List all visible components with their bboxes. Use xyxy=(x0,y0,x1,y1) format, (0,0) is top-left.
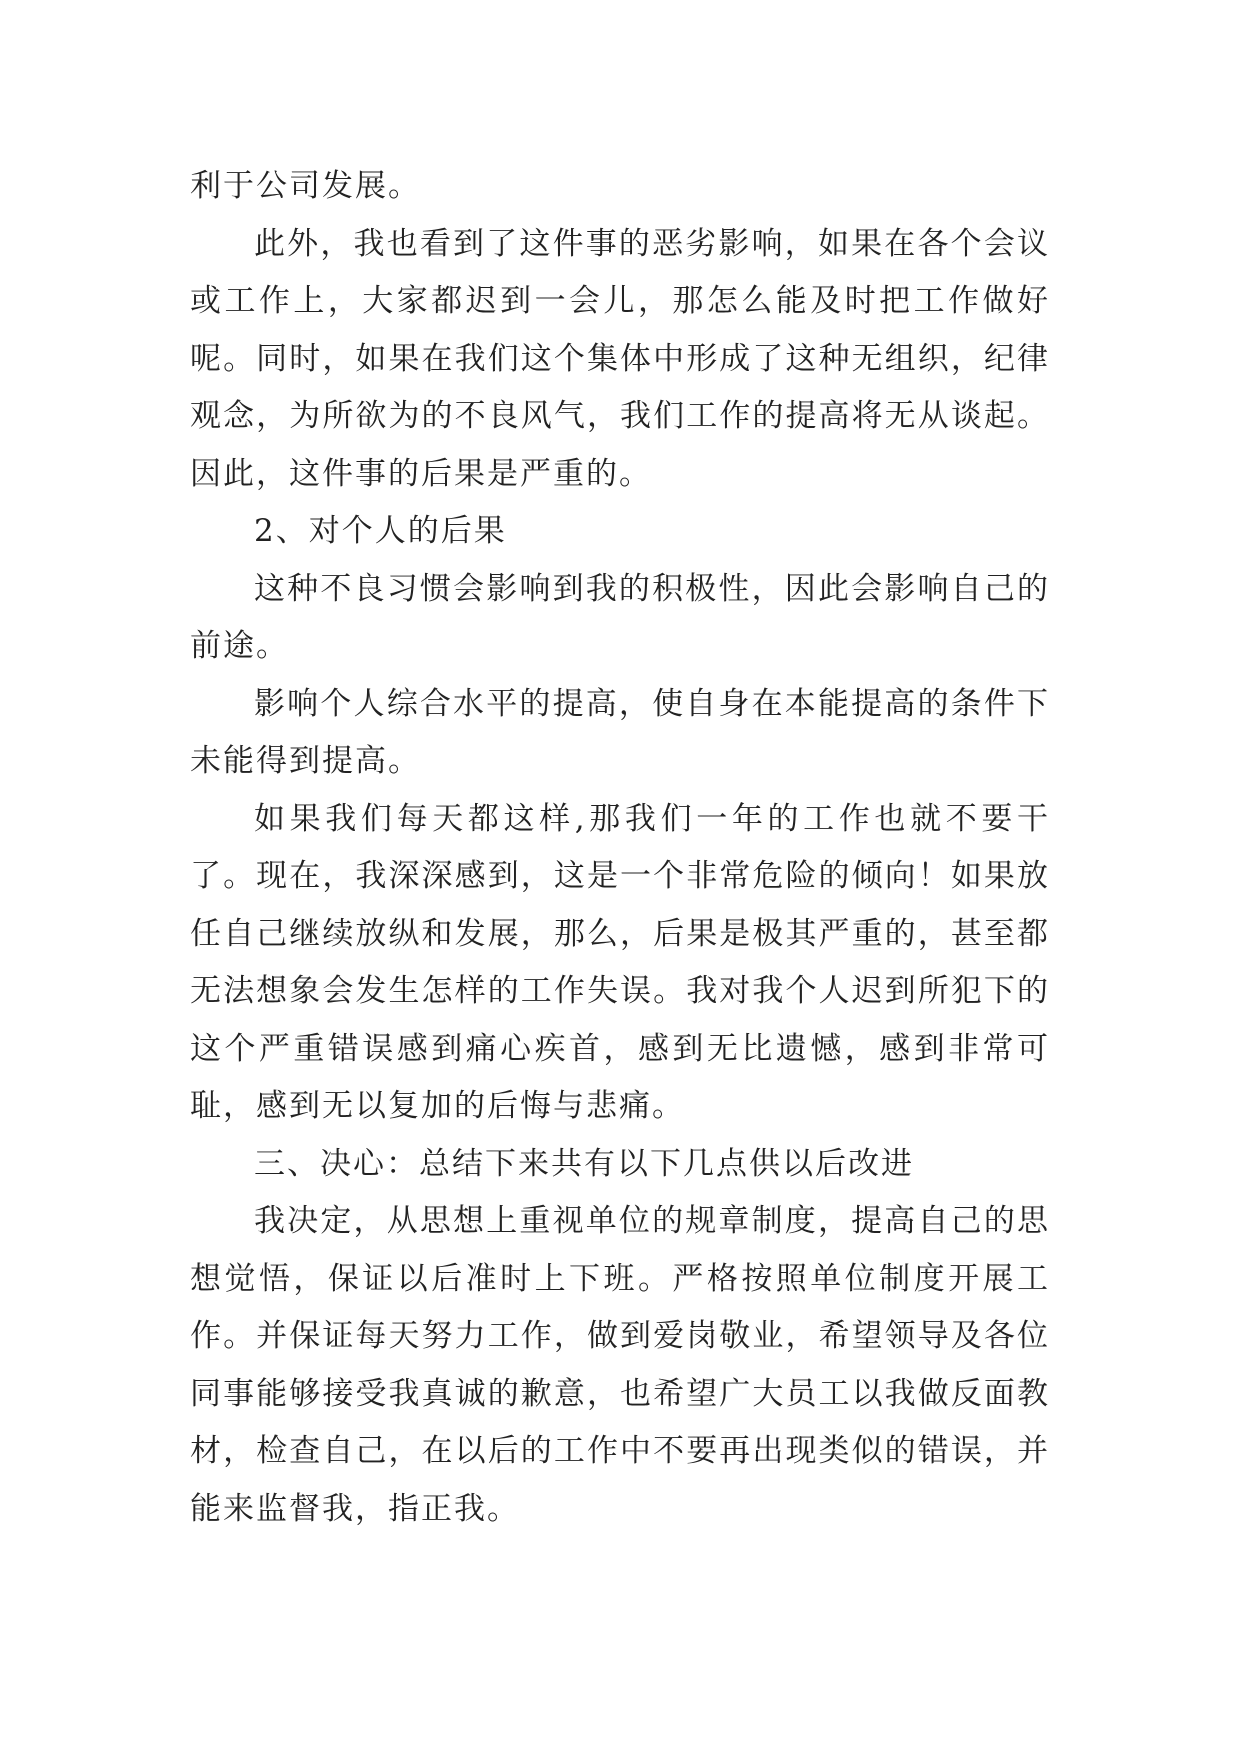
paragraph-continuation: 利于公司发展。 xyxy=(190,168,421,204)
paragraph-enthusiasm: 这种不良习惯会影响到我的积极性，因此会影响自己的前途。 xyxy=(190,570,1050,664)
section-heading-resolution: 三、决心：总结下来共有以下几点供以后改进 xyxy=(254,1145,914,1182)
paragraph-improvement: 影响个人综合水平的提高，使自身在本能提高的条件下未能得到提高。 xyxy=(190,685,1050,779)
paragraph-decision: 我决定，从思想上重视单位的规章制度，提高自己的思想觉悟，保证以后准时上下班。严格按照单位制度开展工作。并保证每天努力工作，做到爱岗敬业，希望领导及各位同事能够接受我真诚的歉意，也希望广大员工以我做反面教材，检查自己，在以后的工作中不要再出现类似的错误，并能来监督我，指正我。 xyxy=(190,1203,1050,1527)
paragraph-danger: 如果我们每天都这样,那我们一年的工作也就不要干了。现在，我深深感到，这是一个非常危险的倾向！如果放任自己继续放纵和发展，那么，后果是极其严重的，甚至都无法想象会发生怎样的工作失误。我对我个人迟到所犯下的这个严重错误感到痛心疾首，感到无比遗憾，感到非常可耻，感到无以复加的后悔与悲痛。 xyxy=(190,800,1050,1124)
document-body xyxy=(190,158,1050,1538)
paragraph-bad-influence: 此外，我也看到了这件事的恶劣影响，如果在各个会议或工作上，大家都迟到一会儿，那怎么能及时把工作做好呢。同时，如果在我们这个集体中形成了这种无组织，纪律观念，为所欲为的不良风气，我们工作的提高将无从谈起。因此，这件事的后果是严重的。 xyxy=(190,225,1050,492)
section-heading-personal-consequences: 2、对个人的后果 xyxy=(254,513,507,549)
